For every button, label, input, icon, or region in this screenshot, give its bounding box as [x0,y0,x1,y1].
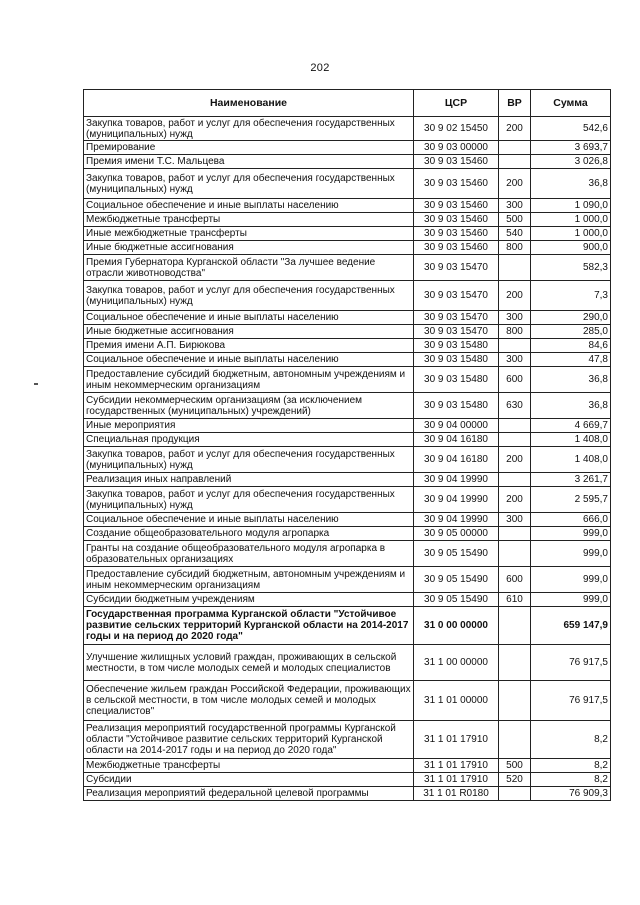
row-name-cell: Закупка товаров, работ и услуг для обеспечения государственных (муниципальных) нужд [84,169,414,199]
row-csr-cell: 30 9 03 15470 [414,311,499,325]
row-sum-cell: 582,3 [531,255,611,281]
row-csr-cell: 30 9 03 15460 [414,155,499,169]
row-vr-cell: 500 [499,213,531,227]
row-sum-cell: 1 408,0 [531,447,611,473]
header-name: Наименование [84,90,414,117]
table-row [84,473,611,487]
table-row [84,393,611,419]
row-sum-cell: 999,0 [531,567,611,593]
row-sum-cell: 7,3 [531,281,611,311]
row-name-cell: Премия имени А.П. Бирюкова [84,339,414,353]
row-name-cell: Специальная продукция [84,433,414,447]
row-name-cell: Межбюджетные трансферты [84,213,414,227]
row-sum-cell: 8,2 [531,759,611,773]
row-csr-cell: 30 9 03 00000 [414,141,499,155]
row-csr-cell: 30 9 03 15460 [414,227,499,241]
row-csr-cell: 30 9 04 00000 [414,419,499,433]
table-row [84,541,611,567]
row-vr-cell: 200 [499,281,531,311]
row-vr-cell: 200 [499,169,531,199]
row-csr-cell: 30 9 05 00000 [414,527,499,541]
table-row [84,447,611,473]
row-sum-cell: 1 090,0 [531,199,611,213]
table-row [84,367,611,393]
row-sum-cell: 542,6 [531,117,611,141]
row-vr-cell: 200 [499,117,531,141]
table-row [84,311,611,325]
header-csr: ЦСР [414,90,499,117]
row-sum-cell: 36,8 [531,169,611,199]
table-row [84,241,611,255]
row-csr-cell: 30 9 03 15480 [414,393,499,419]
row-name-cell: Иные бюджетные ассигнования [84,325,414,339]
table-row [84,567,611,593]
table-row [84,681,611,721]
row-csr-cell: 30 9 03 15470 [414,255,499,281]
row-name-cell: Закупка товаров, работ и услуг для обеспечения государственных (муниципальных) нужд [84,447,414,473]
table-row [84,141,611,155]
row-vr-cell: 800 [499,241,531,255]
row-name-cell: Предоставление субсидий бюджетным, автономным учреждениям и иным некоммерческим организациям [84,367,414,393]
row-csr-cell: 30 9 03 15460 [414,241,499,255]
row-csr-cell: 30 9 03 15470 [414,281,499,311]
row-name-cell: Закупка товаров, работ и услуг для обеспечения государственных (муниципальных) нужд [84,117,414,141]
row-vr-cell [499,473,531,487]
row-sum-cell: 2 595,7 [531,487,611,513]
row-name-cell: Закупка товаров, работ и услуг для обеспечения государственных (муниципальных) нужд [84,281,414,311]
row-vr-cell [499,645,531,681]
row-csr-cell: 30 9 04 19990 [414,487,499,513]
row-csr-cell: 31 1 01 17910 [414,759,499,773]
table-row [84,199,611,213]
row-name-cell: Реализация мероприятий государственной программы Курганской области "Устойчивое развитие сельских территорий Курганской области на 2014-2017 годы и на период до 2020 года" [84,721,414,759]
row-name-cell: Социальное обеспечение и иные выплаты населению [84,513,414,527]
row-name-cell: Улучшение жилищных условий граждан, проживающих в сельской местности, в том числе молодых семей и молодых специалистов [84,645,414,681]
row-name-cell: Государственная программа Курганской области "Устойчивое развитие сельских территорий Курганской области на 2014-2017 годы и на период до 2020 года" [84,607,414,645]
row-csr-cell: 30 9 03 15480 [414,353,499,367]
row-name-cell: Закупка товаров, работ и услуг для обеспечения государственных (муниципальных) нужд [84,487,414,513]
row-sum-cell: 36,8 [531,393,611,419]
row-name-cell: Премия Губернатора Курганской области "За лучшее ведение отрасли животноводства" [84,255,414,281]
row-sum-cell: 999,0 [531,527,611,541]
row-vr-cell [499,155,531,169]
header-sum: Сумма [531,90,611,117]
row-sum-cell: 3 261,7 [531,473,611,487]
row-name-cell: Иные мероприятия [84,419,414,433]
row-csr-cell: 30 9 04 19990 [414,473,499,487]
row-csr-cell: 31 1 00 00000 [414,645,499,681]
row-csr-cell: 30 9 04 19990 [414,513,499,527]
row-name-cell: Гранты на создание общеобразовательного модуля агропарка в образовательных организациях [84,541,414,567]
table-row [84,213,611,227]
row-name-cell: Реализация мероприятий федеральной целевой программы [84,787,414,801]
page-number: 202 [310,62,330,74]
row-vr-cell: 540 [499,227,531,241]
row-vr-cell: 200 [499,447,531,473]
row-csr-cell: 31 1 01 R0180 [414,787,499,801]
row-csr-cell: 30 9 05 15490 [414,541,499,567]
row-vr-cell [499,255,531,281]
table-row [84,787,611,801]
table-row [84,593,611,607]
row-vr-cell: 630 [499,393,531,419]
row-vr-cell: 610 [499,593,531,607]
row-csr-cell: 31 0 00 00000 [414,607,499,645]
row-csr-cell: 30 9 03 15460 [414,213,499,227]
row-sum-cell: 3 693,7 [531,141,611,155]
row-name-cell: Социальное обеспечение и иные выплаты населению [84,199,414,213]
row-sum-cell: 76 917,5 [531,681,611,721]
table-row [84,487,611,513]
row-name-cell: Социальное обеспечение и иные выплаты населению [84,311,414,325]
row-vr-cell [499,541,531,567]
row-name-cell: Предоставление субсидий бюджетным, автономным учреждениям и иным некоммерческим организациям [84,567,414,593]
row-sum-cell: 47,8 [531,353,611,367]
table-row [84,433,611,447]
row-vr-cell: 300 [499,199,531,213]
row-vr-cell: 600 [499,367,531,393]
row-name-cell: Премия имени Т.С. Мальцева [84,155,414,169]
row-csr-cell: 31 1 01 17910 [414,773,499,787]
row-csr-cell: 31 1 01 00000 [414,681,499,721]
row-vr-cell [499,339,531,353]
row-sum-cell: 290,0 [531,311,611,325]
margin-mark [34,383,38,385]
row-vr-cell [499,527,531,541]
row-sum-cell: 3 026,8 [531,155,611,169]
row-csr-cell: 30 9 03 15480 [414,367,499,393]
budget-table [83,89,611,801]
table-row [84,773,611,787]
row-name-cell: Социальное обеспечение и иные выплаты населению [84,353,414,367]
row-sum-cell: 8,2 [531,721,611,759]
row-sum-cell: 36,8 [531,367,611,393]
row-vr-cell [499,787,531,801]
row-name-cell: Субсидии [84,773,414,787]
table-row [84,255,611,281]
row-name-cell: Премирование [84,141,414,155]
row-sum-cell: 999,0 [531,541,611,567]
row-vr-cell: 300 [499,513,531,527]
row-sum-cell: 1 408,0 [531,433,611,447]
row-csr-cell: 30 9 05 15490 [414,567,499,593]
row-sum-cell: 900,0 [531,241,611,255]
table-row [84,339,611,353]
row-name-cell: Иные межбюджетные трансферты [84,227,414,241]
table-row [84,721,611,759]
row-vr-cell: 800 [499,325,531,339]
row-sum-cell: 8,2 [531,773,611,787]
row-sum-cell: 666,0 [531,513,611,527]
row-csr-cell: 30 9 03 15460 [414,199,499,213]
row-vr-cell [499,419,531,433]
row-vr-cell: 300 [499,311,531,325]
row-vr-cell: 300 [499,353,531,367]
row-vr-cell [499,721,531,759]
row-csr-cell: 30 9 03 15480 [414,339,499,353]
table-row [84,645,611,681]
row-name-cell: Межбюджетные трансферты [84,759,414,773]
table-row [84,281,611,311]
row-vr-cell [499,141,531,155]
row-sum-cell: 1 000,0 [531,213,611,227]
row-sum-cell: 84,6 [531,339,611,353]
row-name-cell: Создание общеобразовательного модуля агропарка [84,527,414,541]
row-csr-cell: 31 1 01 17910 [414,721,499,759]
row-csr-cell: 30 9 03 15470 [414,325,499,339]
table-header-row [84,90,611,117]
row-csr-cell: 30 9 03 15460 [414,169,499,199]
row-vr-cell: 600 [499,567,531,593]
table-row [84,513,611,527]
row-name-cell: Субсидии бюджетным учреждениям [84,593,414,607]
row-vr-cell: 200 [499,487,531,513]
row-name-cell: Субсидии некоммерческим организациям (за исключением государственных (муниципальных) учреждений) [84,393,414,419]
row-vr-cell [499,681,531,721]
table-row [84,117,611,141]
row-name-cell: Иные бюджетные ассигнования [84,241,414,255]
row-sum-cell: 1 000,0 [531,227,611,241]
row-csr-cell: 30 9 04 16180 [414,447,499,473]
row-vr-cell [499,433,531,447]
table-row [84,607,611,645]
row-csr-cell: 30 9 05 15490 [414,593,499,607]
row-vr-cell: 500 [499,759,531,773]
table-row [84,419,611,433]
table-row [84,325,611,339]
row-vr-cell: 520 [499,773,531,787]
table-row [84,227,611,241]
table-row [84,527,611,541]
table-row [84,759,611,773]
table-row [84,155,611,169]
table-row [84,353,611,367]
row-sum-cell: 4 669,7 [531,419,611,433]
row-sum-cell: 76 909,3 [531,787,611,801]
row-name-cell: Обеспечение жильем граждан Российской Федерации, проживающих в сельской местности, в том числе молодых семей и молодых специалистов" [84,681,414,721]
row-sum-cell: 999,0 [531,593,611,607]
row-name-cell: Реализация иных направлений [84,473,414,487]
row-sum-cell: 659 147,9 [531,607,611,645]
row-sum-cell: 285,0 [531,325,611,339]
table-row [84,169,611,199]
row-csr-cell: 30 9 04 16180 [414,433,499,447]
table-body [84,117,611,801]
row-sum-cell: 76 917,5 [531,645,611,681]
row-csr-cell: 30 9 02 15450 [414,117,499,141]
header-vr: ВР [499,90,531,117]
row-vr-cell [499,607,531,645]
